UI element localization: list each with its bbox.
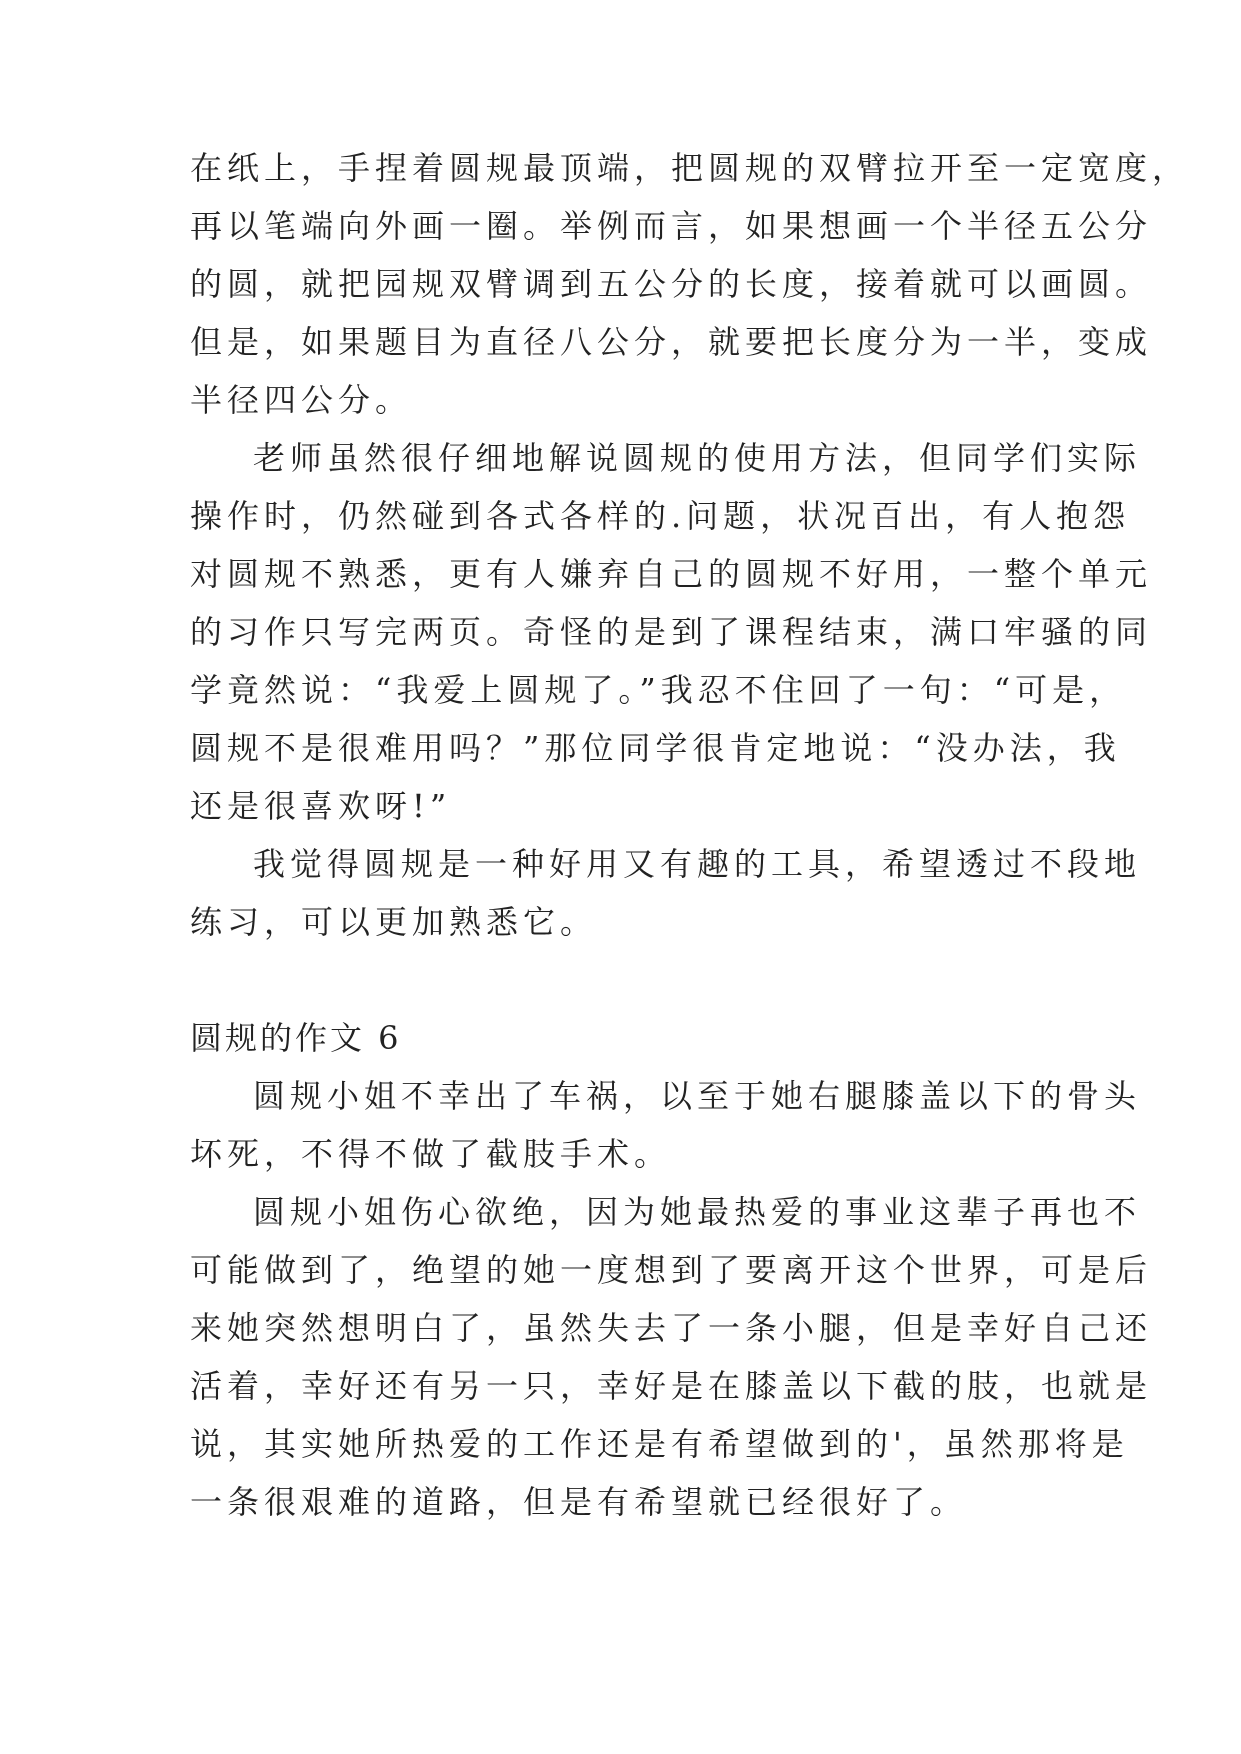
text-line: 活着，幸好还有另一只，幸好是在膝盖以下截的肢，也就是 [190, 1367, 1153, 1405]
paragraph-first-line: 老师虽然很仔细地解说圆规的使用方法，但同学们实际 [253, 439, 1142, 477]
paragraph-first-line: 圆规小姐不幸出了车祸，以至于她右腿膝盖以下的骨头 [253, 1077, 1142, 1115]
paragraph-first-line: 我觉得圆规是一种好用又有趣的工具，希望透过不段地 [253, 845, 1142, 883]
text-line: 练习，可以更加熟悉它。 [190, 903, 598, 941]
text-line: 还是很喜欢呀!” [190, 787, 452, 825]
text-line: 坏死，不得不做了截肢手术。 [190, 1135, 672, 1173]
text-line: 圆规不是很难用吗？”那位同学很肯定地说：“没办法，我 [190, 729, 1121, 767]
text-line: 可能做到了，绝望的她一度想到了要离开这个世界，可是后 [190, 1251, 1153, 1289]
text-line: 半径四公分。 [190, 381, 413, 419]
text-line: 在纸上，手捏着圆规最顶端，把圆规的双臂拉开至一定宽度， [190, 149, 1190, 187]
text-line: 的习作只写完两页。奇怪的是到了课程结束，满口牢骚的同 [190, 613, 1153, 651]
section-heading: 圆规的作文 6 [190, 1019, 402, 1057]
text-line: 对圆规不熟悉，更有人嫌弃自己的圆规不好用，一整个单元 [190, 555, 1153, 593]
text-line: 但是，如果题目为直径八公分，就要把长度分为一半，变成 [190, 323, 1153, 361]
text-line: 再以笔端向外画一圈。举例而言，如果想画一个半径五公分 [190, 207, 1153, 245]
text-line: 来她突然想明白了，虽然失去了一条小腿，但是幸好自己还 [190, 1309, 1153, 1347]
text-line: 说，其实她所热爱的工作还是有希望做到的'，虽然那将是 [190, 1425, 1129, 1463]
paragraph-first-line: 圆规小姐伤心欲绝，因为她最热爱的事业这辈子再也不 [253, 1193, 1142, 1231]
text-line: 一条很艰难的道路，但是有希望就已经很好了。 [190, 1483, 968, 1521]
text-line: 的圆，就把园规双臂调到五公分的长度，接着就可以画圆。 [190, 265, 1153, 303]
text-line: 学竟然说：“我爱上圆规了。”我忍不住回了一句：“可是， [190, 671, 1127, 709]
text-line: 操作时，仍然碰到各式各样的.问题，状况百出，有人抱怨 [190, 497, 1131, 535]
